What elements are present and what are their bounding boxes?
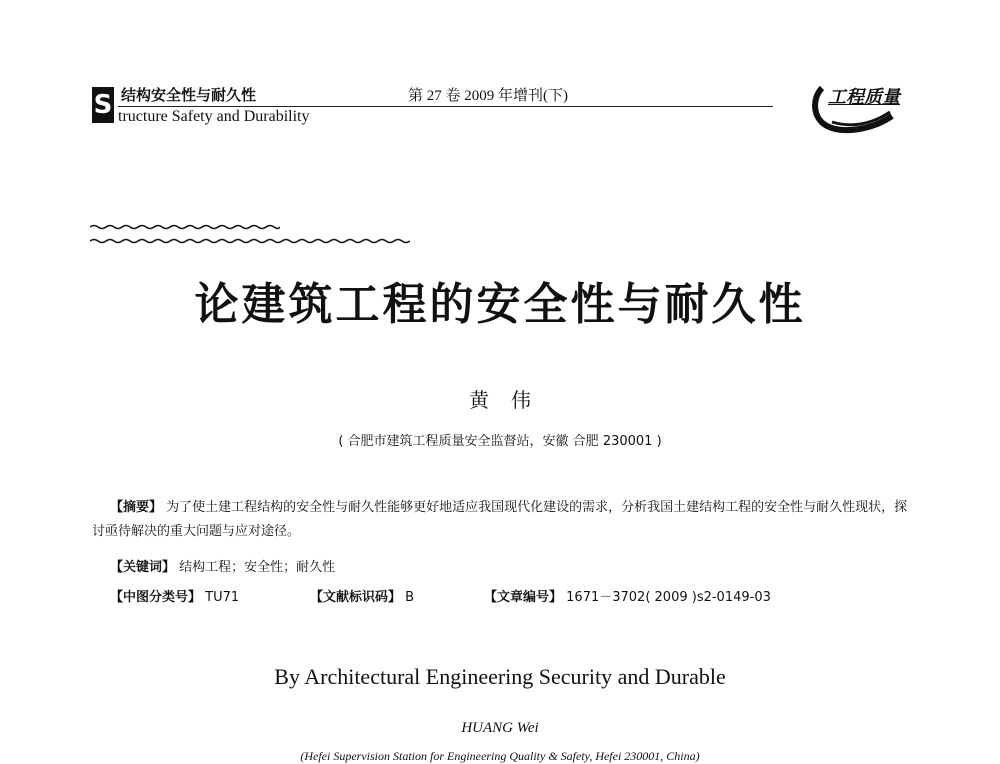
- author-affiliation-en: (Hefei Supervision Station for Engineering Quality & Safety, Hefei 230001, China): [300, 749, 700, 763]
- abstract: [92, 496, 912, 544]
- decorative-wave-rule: [90, 238, 410, 244]
- keywords-label: 【关键词】: [110, 560, 176, 575]
- classification-row: [110, 586, 910, 610]
- abstract-text: 为了使土建工程结构的安全性与耐久性能够更好地适应我国现代化建设的需求，分析我国土建结构工程的安全性与耐久性现状，探讨亟待解决的重大问题与应对途径。: [92, 500, 908, 539]
- document-code-label: 【文献标识码】: [310, 590, 402, 605]
- clc-label: 【中图分类号】: [110, 590, 202, 605]
- journal-name-cn: 结构安全性与耐久性: [121, 86, 257, 104]
- abstract-label: 【摘要】: [110, 500, 163, 515]
- article-number-value: 1671－3702( 2009 )s2-0149-03: [566, 590, 771, 605]
- journal-logo-letter: S: [92, 87, 114, 123]
- document-code: [310, 586, 414, 610]
- author-name-cn: 黄伟: [469, 388, 553, 412]
- brand-logo-text: 工程质量: [828, 87, 900, 108]
- clc-number: [110, 586, 239, 610]
- issue-info: 第 27 卷 2009 年增刊(下): [408, 88, 568, 104]
- document-code-value: B: [405, 590, 415, 605]
- article-title-en: By Architectural Engineering Security and Durable: [274, 664, 726, 689]
- journal-name-en: tructure Safety and Durability: [118, 108, 310, 125]
- keywords-text: 结构工程；安全性；耐久性: [179, 560, 336, 575]
- article-number: [484, 586, 771, 610]
- article-title-cn: 论建筑工程的安全性与耐久性: [194, 279, 806, 330]
- header-rule: [118, 106, 773, 107]
- clc-value: TU71: [205, 590, 240, 605]
- decorative-wave-rule: [90, 224, 280, 230]
- author-affiliation-cn: ( 合肥市建筑工程质量安全监督站，安徽 合肥 230001 ): [338, 434, 662, 449]
- keywords: [110, 556, 335, 580]
- article-number-label: 【文章编号】: [484, 590, 563, 605]
- author-name-en: HUANG Wei: [461, 720, 539, 736]
